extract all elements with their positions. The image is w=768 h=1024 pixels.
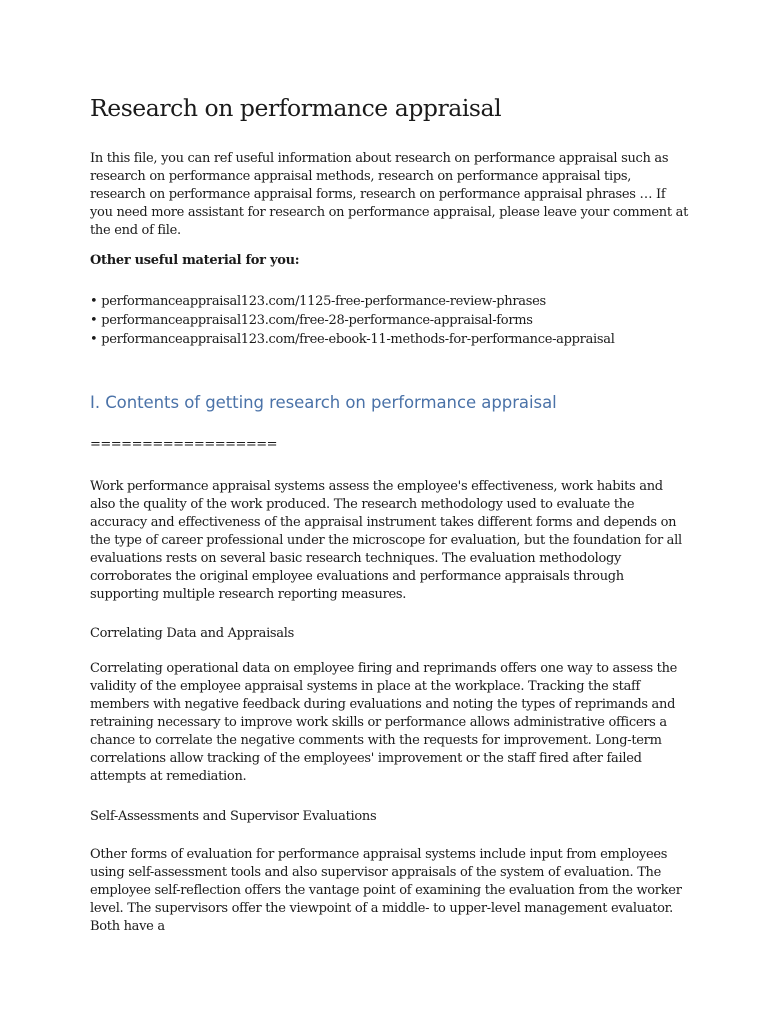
subheading: Self-Assessments and Supervisor Evaluations bbox=[90, 809, 377, 824]
useful-link-item[interactable]: • performanceappraisal123.com/free-28-performance-appraisal-forms bbox=[90, 313, 533, 328]
divider-line: ================== bbox=[90, 437, 278, 452]
intro-paragraph: In this file, you can ref useful information about research on performance appraisal such as research on performance appraisal methods, research on performance appraisal tips, research on performance appraisal forms, research on performance appraisal phrases … If you need more assistant for research on performance appraisal, please leave your comment at the end of file. bbox=[90, 151, 688, 238]
useful-links-list bbox=[90, 292, 615, 349]
body-paragraph: Other forms of evaluation for performance appraisal systems include input from employees using self-assessment tools and also supervisor appraisals of the system of evaluation. The employee self-reflection offers the vantage point of examining the evaluation from the worker level. The supervisors offer the viewpoint of a middle- to upper-level management evaluator. Both have a bbox=[90, 847, 682, 934]
subheading: Correlating Data and Appraisals bbox=[90, 626, 294, 641]
document-title: Research on performance appraisal bbox=[90, 94, 502, 122]
other-material-label: Other useful material for you: bbox=[90, 253, 300, 268]
useful-link-item[interactable]: • performanceappraisal123.com/free-ebook-11-methods-for-performance-appraisal bbox=[90, 332, 615, 347]
useful-link-item[interactable]: • performanceappraisal123.com/1125-free-performance-review-phrases bbox=[90, 294, 546, 309]
body-paragraph: Correlating operational data on employee firing and reprimands offers one way to assess the validity of the employee appraisal systems in place at the workplace. Tracking the staff members with negative feedback during evaluations and noting the types of reprimands and retraining necessary to improve work skills or performance allows administrative officers a chance to correlate the negative comments with the requests for improvement. Long-term correlations allow tracking of the employees' improvement or the staff fired after failed attempts at remediation. bbox=[90, 661, 678, 784]
section-heading: I. Contents of getting research on performance appraisal bbox=[90, 393, 557, 412]
body-paragraph: Work performance appraisal systems assess the employee's effectiveness, work habits and also the quality of the work produced. The research methodology used to evaluate the accuracy and effectiveness of the appraisal instrument takes different forms and depends on the type of career professional under the microscope for evaluation, but the foundation for all evaluations rests on several basic research techniques. The evaluation methodology corroborates the original employee evaluations and performance appraisals through supporting multiple research reporting measures. bbox=[90, 479, 682, 602]
